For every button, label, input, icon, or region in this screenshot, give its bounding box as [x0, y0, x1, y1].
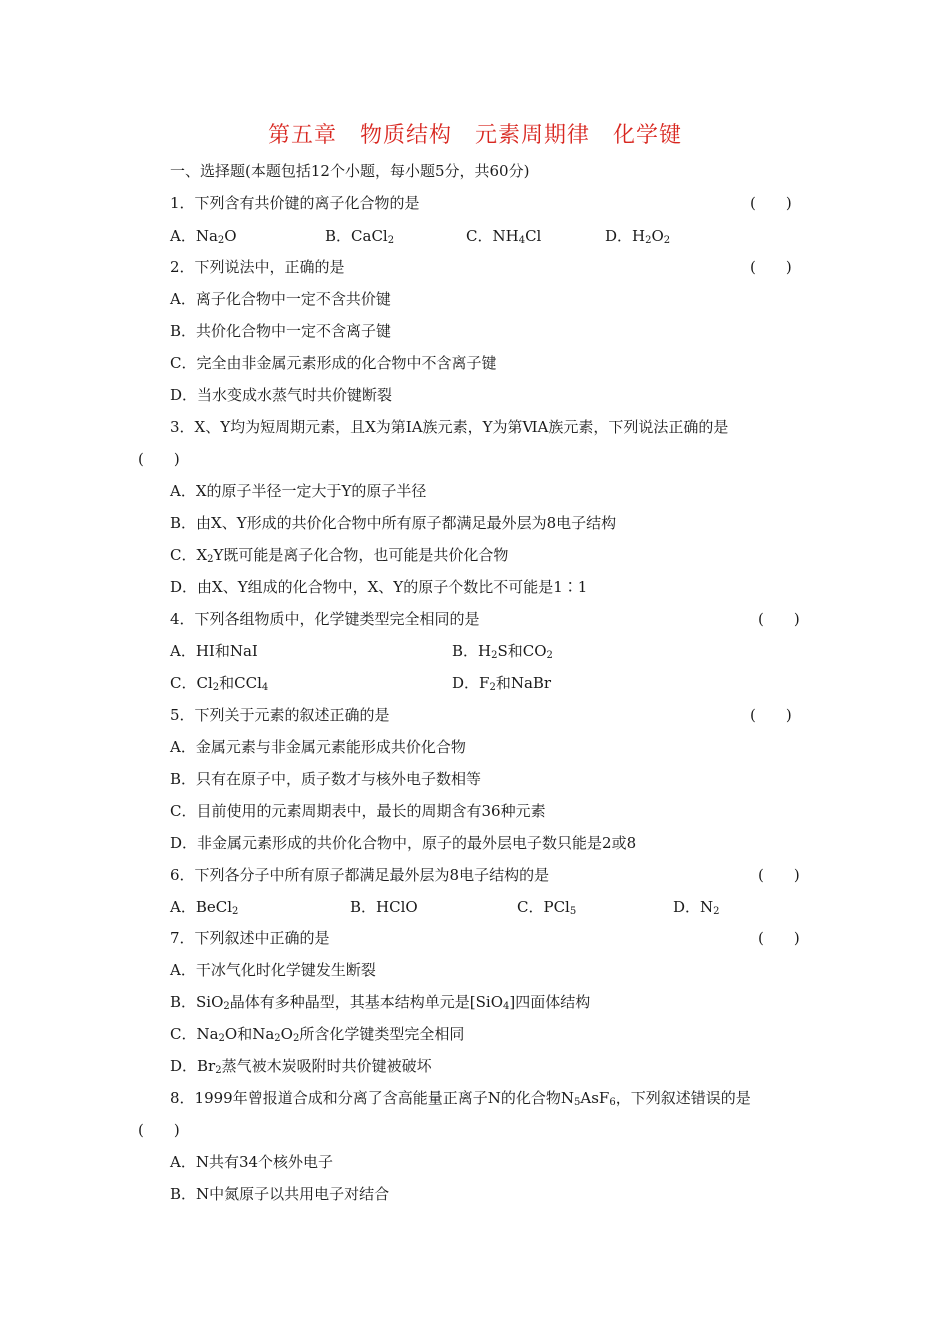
q4-option-c: C．$Cl_2$和CCl$_4$ [170, 674, 269, 693]
q5-option-c: C．目前使用的元素周期表中，最长的周期含有36种元素 [170, 802, 546, 820]
q7-option-a: A．干冰气化时化学键发生断裂 [170, 961, 376, 979]
q6-option-d: D．$N_2$ [673, 898, 720, 917]
q5-option-d: D．非金属元素形成的共价化合物中，原子的最外层电子数只能是2或8 [170, 834, 637, 852]
q1-stem: 1．下列含有共价键的离子化合物的是 [170, 194, 420, 212]
q7-option-b: B．SiO$_2$晶体有多种晶型，其基本结构单元是[SiO$_4$]四面体结构 [170, 993, 591, 1012]
q4-option-b: B．$H_2S$和$CO_2$ [452, 642, 553, 661]
q2-option-b: B．共价化合物中一定不含离子键 [170, 322, 392, 340]
q4-stem: 4．下列各组物质中，化学键类型完全相同的是 [170, 610, 480, 628]
q3-stem: 3．X、Y均为短周期元素，且X为第ⅠA族元素，Y为第ⅥA族元素，下列说法正确的是 [170, 418, 729, 436]
q3-option-c: C．$X_2Y$既可能是离子化合物，也可能是共价化合物 [170, 546, 509, 565]
q6-option-a: A．BeCl$_2$ [170, 898, 239, 917]
q1-option-a: A．$Na_2O$ [170, 227, 237, 246]
q8-option-a: A．N共有34个核外电子 [170, 1153, 334, 1171]
q4-option-d: D．$F_2$和NaBr [452, 674, 552, 693]
section-heading: 一、选择题(本题包括12个小题，每小题5分，共60分) [170, 162, 530, 180]
q2-answer-blank: ( ) [750, 258, 792, 276]
q8-answer-blank: ( ) [138, 1121, 180, 1139]
q2-option-d: D．当水变成水蒸气时共价键断裂 [170, 386, 393, 404]
q5-option-a: A．金属元素与非金属元素能形成共价化合物 [170, 738, 466, 756]
q2-option-a: A．离子化合物中一定不含共价键 [170, 290, 391, 308]
q8-stem: 8．1999年曾报道合成和分离了含高能量正离子N的化合物$N_5AsF_6$，下列叙述错误的是 [170, 1089, 751, 1108]
q6-answer-blank: ( ) [758, 866, 800, 884]
q6-stem: 6．下列各分子中所有原子都满足最外层为8电子结构的是 [170, 866, 550, 884]
q1-option-b: B．CaCl$_2$ [325, 227, 395, 246]
q2-stem: 2．下列说法中，正确的是 [170, 258, 345, 276]
q7-option-d: D．$Br_2$蒸气被木炭吸附时共价键被破坏 [170, 1057, 432, 1076]
q5-option-b: B．只有在原子中，质子数才与核外电子数相等 [170, 770, 482, 788]
page-title: 第五章 物质结构 元素周期律 化学键 [267, 123, 682, 148]
q5-stem: 5．下列关于元素的叙述正确的是 [170, 706, 390, 724]
q7-option-c: C．$Na_2O$和$Na_2O_2$所含化学键类型完全相同 [170, 1025, 465, 1044]
q6-option-c: C．PCl$_5$ [517, 898, 577, 917]
q5-answer-blank: ( ) [750, 706, 792, 724]
q3-option-a: A．X的原子半径一定大于Y的原子半径 [170, 482, 427, 500]
q7-answer-blank: ( ) [758, 929, 800, 947]
q4-answer-blank: ( ) [758, 610, 800, 628]
q1-answer-blank: ( ) [750, 194, 792, 212]
q1-option-c: C．$NH_4Cl$ [466, 227, 542, 246]
q3-option-d: D．由X、Y组成的化合物中，X、Y的原子个数比不可能是1∶1 [170, 578, 588, 596]
q6-option-b: B．HClO [350, 898, 418, 916]
q3-answer-blank: ( ) [138, 450, 180, 468]
q8-option-b: B．N中氮原子以共用电子对结合 [170, 1185, 390, 1203]
q7-stem: 7．下列叙述中正确的是 [170, 929, 330, 947]
q2-option-c: C．完全由非金属元素形成的化合物中不含离子键 [170, 354, 497, 372]
q3-option-b: B．由X、Y形成的共价化合物中所有原子都满足最外层为8电子结构 [170, 514, 617, 532]
q4-option-a: A．HI和NaI [170, 642, 258, 660]
q1-option-d: D．$H_2O_2$ [605, 227, 671, 246]
